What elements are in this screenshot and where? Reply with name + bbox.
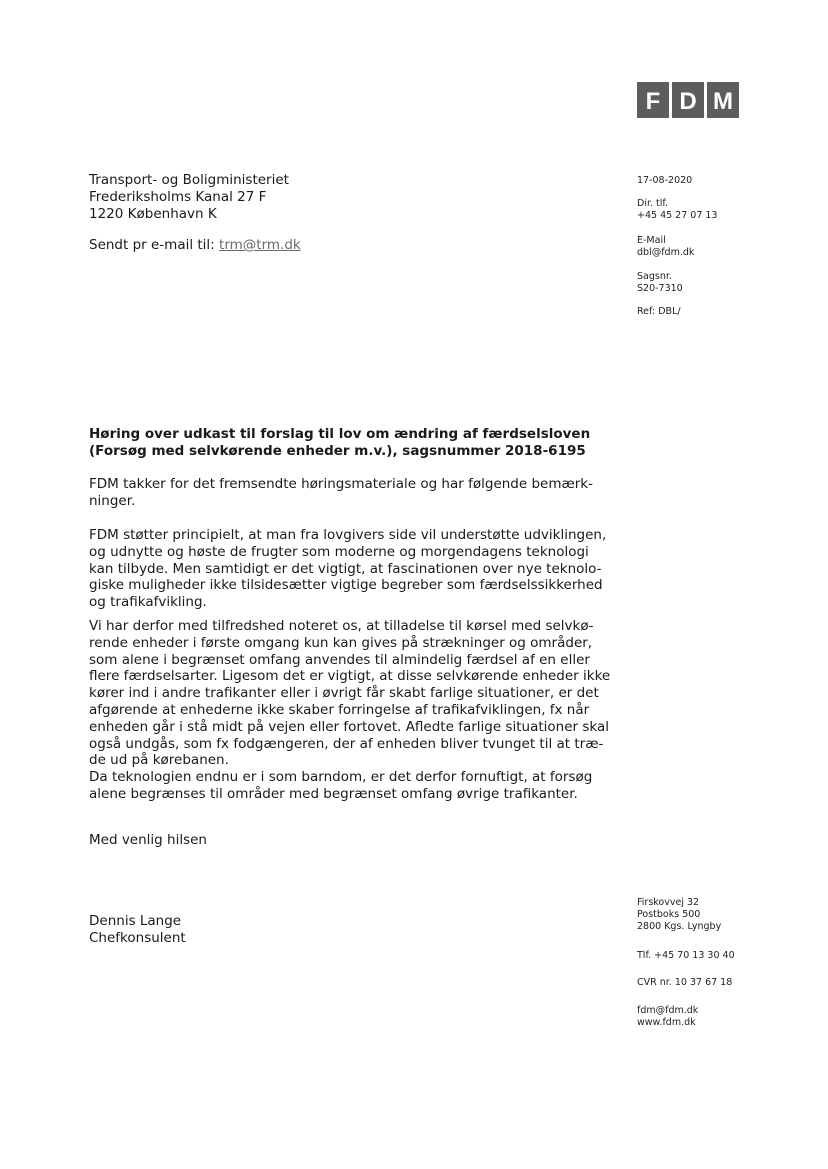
footer-contact [637,1005,698,1029]
sender-email-value[interactable]: dbl@fdm.dk [637,247,695,258]
case-number-value: S20-7310 [637,283,683,294]
direct-phone [637,198,717,222]
footer-address: Firskovvej 32 Postboks 500 2800 Kgs. Lyngby [637,897,722,932]
signer-name: Dennis Lange [89,913,182,929]
paragraph-details: Vi har derfor med tilfredshed noteret os, at tilladelse til kørsel med selvkø- rende enheder i første omgang kun kan gives på strækninger og områder, som alene i begrænset omfang anvendes til almindelig færdsel af en eller flere færdselsarter. Ligesom det er vigtigt, at disse selvkørende enheder ikke kører ind i andre trafikanter eller i øvrigt får skabt farlige situationer, er det afgørende at enhederne ikke skaber forringelse af trafikafviklingen, fx når enheden går i stå midt på vejen eller fortovet. Afledte farlige situationer skal også undgås, som fx fodgængeren, der af enheden bliver tvunget til at træ- de ud på kørebanen. Da teknologien endnu er i som barndom, er det derfor fornuftigt, at forsøg alene begrænses til områder med begrænset omfang øvrige trafikanter. [89,618,611,802]
recipient-address [89,172,289,223]
footer-phone: Tlf. +45 70 13 30 40 [637,950,735,961]
paragraph-intro: FDM takker for det fremsendte høringsmateriale og har følgende bemærk- ninger. [89,476,593,509]
recipient-line: 1220 København K [89,206,217,222]
fdm-logo [637,82,739,118]
letter-date: 17-08-2020 [637,175,693,186]
footer-email[interactable]: fdm@fdm.dk [637,1005,699,1016]
reference: Ref: DBL/ [637,306,681,317]
sent-via-email [89,237,301,253]
subject-line: Høring over udkast til forslag til lov om ændring af færdselsloven [89,426,591,442]
signer-title: Chefkonsulent [89,930,186,946]
footer-cvr: CVR nr. 10 37 67 18 [637,977,733,988]
recipient-line: Transport- og Boligministeriet [89,172,289,188]
signature-block [89,913,186,947]
paragraph-support: FDM støtter principielt, at man fra lovgivers side vil understøtte udviklingen, og udnytte og høste de frugter som moderne og morgendagens teknologi kan tilbyde. Men samtidigt er det vigtigt, at fascinationen over nye teknolo- giske muligheder ikke tilsidesætter vigtige begreber som færdselssikkerhed og trafikafvikling. [89,527,607,611]
direct-phone-label: Dir. tlf. [637,198,669,209]
direct-phone-value: +45 45 27 07 13 [637,210,718,221]
footer-website[interactable]: www.fdm.dk [637,1017,696,1028]
case-number [637,271,683,295]
recipient-line: Frederiksholms Kanal 27 F [89,189,267,205]
logo-letter-f: F [637,82,669,118]
recipient-email-link[interactable]: trm@trm.dk [219,237,301,253]
sender-email-label: E-Mail [637,235,666,246]
case-number-label: Sagsnr. [637,271,672,282]
logo-letter-m: M [707,82,739,118]
closing-greeting: Med venlig hilsen [89,832,207,848]
sender-email [637,235,694,259]
logo-letter-d: D [672,82,704,118]
sent-via-label: Sendt pr e-mail til: [89,237,215,253]
subject-line: (Forsøg med selvkørende enheder m.v.), sagsnummer 2018-6195 [89,443,586,459]
letter-subject [89,426,609,460]
